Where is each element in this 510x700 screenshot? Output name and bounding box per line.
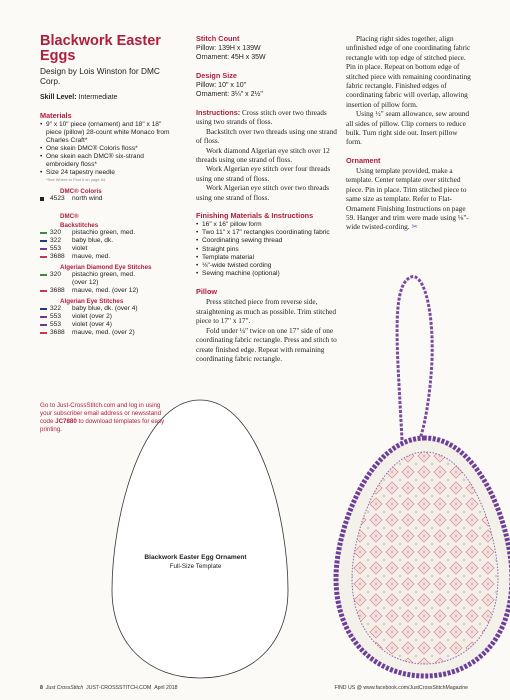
coloris-heading: DMC® Coloris bbox=[60, 188, 102, 195]
color-name: mauve, med. (over 12) bbox=[72, 287, 139, 294]
right-column bbox=[346, 0, 474, 232]
color-number: 320 bbox=[50, 271, 62, 278]
egg-template-outline bbox=[112, 400, 288, 678]
color-name: violet (over 4) bbox=[72, 321, 112, 328]
paragraph: Press stitched piece from reverse side, straightening as much as possible. Trim stitched piece to 17" x 17". bbox=[196, 297, 337, 326]
line-symbol-icon bbox=[40, 232, 50, 234]
algerian-diamond-heading: Algerian Diamond Eye Stitches bbox=[60, 264, 152, 271]
middle-column bbox=[196, 0, 341, 363]
backstitches-heading: Backstitches bbox=[60, 222, 99, 229]
instructions bbox=[196, 108, 341, 202]
paragraph: Backstitch over two threads using one strand of floss. bbox=[196, 126, 337, 146]
color-number: 4523 bbox=[50, 195, 65, 202]
finishing-heading: Finishing Materials & Instructions bbox=[196, 211, 314, 221]
paragraph: Fold under ¼" twice on one 17" side of one coordinating fabric rectangle. Press and stitch to create finished edge. Repeat with remaining coordinating fabric rectangle. bbox=[196, 325, 337, 363]
design-size-ornament: Ornament: 3¼" x 2½" bbox=[196, 91, 263, 98]
paragraph: Using ½" seam allowance, sew around all sides of pillow. Clip corners to reduce bulk. Turn right side out. Insert pillow form. bbox=[346, 109, 470, 147]
color-row bbox=[40, 245, 175, 253]
template-title: Blackwork Easter Egg Ornament bbox=[144, 554, 247, 561]
instructions-heading: Instructions: bbox=[196, 108, 241, 117]
line-symbol-icon bbox=[40, 316, 50, 318]
color-number: 3688 bbox=[50, 253, 65, 260]
ornament-heading: Ornament bbox=[346, 155, 381, 165]
line-symbol-icon bbox=[40, 256, 50, 258]
ornament-hanger bbox=[397, 277, 432, 444]
color-name: mauve, med. (over 2) bbox=[72, 329, 135, 336]
template-label bbox=[143, 554, 248, 570]
color-number: 320 bbox=[50, 229, 62, 236]
list-item: • One skein DMC® Coloris floss* bbox=[40, 145, 175, 153]
paragraph: Work Algerian eye stitch over four threads using one strand of floss. bbox=[196, 164, 331, 183]
list-item: • Straight pins bbox=[196, 246, 341, 254]
color-number: 553 bbox=[50, 321, 62, 328]
list-item: • Size 24 tapestry needle bbox=[40, 169, 175, 177]
line-symbol-icon bbox=[40, 332, 50, 334]
list-item: • 16" x 16" pillow form bbox=[196, 221, 341, 229]
list-item: • 9" x 10" piece (ornament) and 18" x 18" piece (pillow) 28-count white Monaco from Charles Craft* bbox=[40, 121, 175, 145]
color-row bbox=[40, 195, 175, 203]
color-row bbox=[40, 313, 175, 321]
magazine-name: Just CrossStitch bbox=[45, 685, 84, 691]
color-row bbox=[40, 287, 175, 295]
color-row bbox=[40, 271, 175, 279]
website: JUST-CROSSSTITCH.COM bbox=[86, 685, 152, 691]
line-symbol-icon bbox=[40, 290, 50, 292]
color-name: baby blue, dk. (over 4) bbox=[72, 305, 138, 312]
color-number: 553 bbox=[50, 245, 62, 252]
download-note bbox=[40, 402, 170, 434]
paragraph bbox=[346, 166, 474, 232]
finishing-list bbox=[196, 221, 341, 278]
line-symbol-icon bbox=[40, 324, 50, 326]
article-title: Blackwork Easter Eggs bbox=[40, 33, 161, 64]
list-item: • Template material bbox=[196, 254, 341, 262]
paragraph: Cross stitch over two threads using two strands of floss. bbox=[196, 108, 327, 127]
line-symbol-icon bbox=[40, 240, 50, 242]
color-name: north wind bbox=[72, 195, 103, 202]
ornament-text bbox=[346, 166, 474, 232]
square-symbol-icon bbox=[40, 197, 50, 201]
page-footer bbox=[40, 685, 178, 691]
list-item: • Coordinating sewing thread bbox=[196, 237, 341, 245]
color-row bbox=[40, 253, 175, 261]
ornament-paragraph: Using template provided, make a template. Center template over stitched piece. Pin in place. Trim stitched piece to same size as template. Refer to Flat-Ornament Finishing Instructions on page 59. Hanger and trim were made using ⅛"-wide twisted-cording. bbox=[346, 165, 469, 232]
color-number: 3688 bbox=[50, 329, 65, 336]
color-row bbox=[40, 321, 175, 329]
list-item: • One skein each DMC® six-strand embroidery floss* bbox=[40, 153, 175, 169]
end-mark-icon: ✂ bbox=[411, 222, 418, 232]
color-name: baby blue, dk. bbox=[72, 237, 114, 244]
color-row bbox=[40, 229, 175, 237]
facebook-link[interactable]: FIND US @ www.facebook.com/JustCrossStitchMagazine bbox=[334, 685, 468, 691]
line-symbol-icon bbox=[40, 308, 50, 310]
pillow-heading: Pillow bbox=[196, 287, 218, 297]
pillow-continued bbox=[346, 34, 474, 147]
issue-date: April 2018 bbox=[154, 685, 178, 691]
color-name: pistachio green, med. bbox=[72, 229, 136, 236]
template-subtitle: Full-Size Template bbox=[169, 563, 222, 570]
skill-value: Intermediate bbox=[78, 94, 118, 101]
line-symbol-icon bbox=[40, 248, 50, 250]
pillow-text bbox=[196, 297, 341, 363]
where-to-find-note: *See Where to Find it on page 64. bbox=[46, 177, 107, 182]
newsstand-code: JC7880 bbox=[55, 418, 77, 425]
list-item: • ⅛"-wide twisted cording bbox=[196, 262, 341, 270]
stitch-count-ornament: Ornament: 45H x 35W bbox=[196, 54, 266, 61]
list-item: • Two 11" x 17" rectangles coordinating fabric bbox=[196, 229, 341, 237]
color-name: violet (over 2) bbox=[72, 313, 112, 320]
download-text-end: to download templates for easy printing. bbox=[40, 418, 165, 433]
paragraph: Placing right sides together, align unfinished edge of one coordinating fabric rectangle with top edge of stitched piece. Pin in place. Repeat on bottom edge of stitched piece with remaining coordinating fabric rectangle. Finished edges of coordinating fabric will overlap, allowing insertion of pillow form. bbox=[346, 34, 471, 109]
skill-label: Skill Level: bbox=[40, 94, 77, 101]
list-item: • Sewing machine (optional) bbox=[196, 270, 341, 278]
color-number: 553 bbox=[50, 313, 62, 320]
color-number: 322 bbox=[50, 305, 62, 312]
paragraph: Work diamond Algerian eye stitch over 12 threads using one strand of floss. bbox=[196, 145, 330, 165]
dmc-heading: DMC® bbox=[60, 213, 79, 220]
materials-list bbox=[40, 121, 175, 177]
color-name: violet bbox=[72, 245, 88, 252]
algerian-eye-heading: Algerian Eye Stitches bbox=[60, 298, 124, 305]
color-name: mauve, med. bbox=[72, 253, 111, 260]
color-row bbox=[40, 237, 175, 245]
left-column bbox=[40, 0, 175, 337]
color-number: 3688 bbox=[50, 287, 65, 294]
paragraph: Work Algerian eye stitch over two threads using one strand of floss. bbox=[196, 183, 330, 202]
download-text: Go to Just-CrossStitch.com and log in using your subscriber email address or newsstand code bbox=[40, 402, 162, 425]
skill-level bbox=[40, 94, 175, 101]
color-name: pistachio green, med. bbox=[72, 271, 136, 278]
designer-byline: Design by Lois Winston for DMC Corp. bbox=[40, 66, 160, 86]
page-number: 8 bbox=[40, 685, 43, 691]
line-symbol-icon bbox=[40, 274, 50, 276]
stitch-count-heading: Stitch Count bbox=[196, 34, 240, 43]
color-row bbox=[40, 305, 175, 313]
design-size-heading: Design Size bbox=[196, 71, 237, 80]
design-size-pillow: Pillow: 10" x 10" bbox=[196, 82, 247, 89]
color-number: 322 bbox=[50, 237, 62, 244]
color-row bbox=[40, 329, 175, 337]
color-extra: (over 12) bbox=[72, 279, 99, 286]
stitch-count-pillow: Pillow: 139H x 139W bbox=[196, 45, 261, 52]
materials-heading: Materials bbox=[40, 111, 72, 120]
